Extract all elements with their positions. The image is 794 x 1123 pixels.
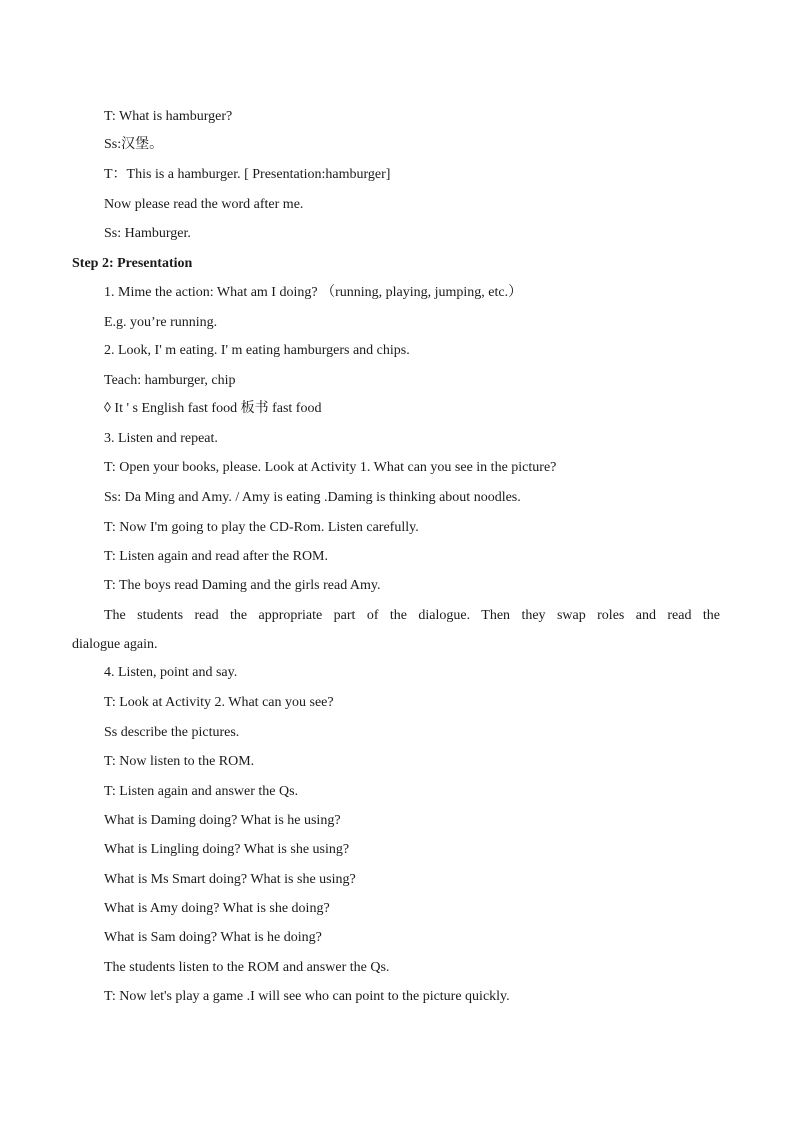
dialogue-line: T: Now listen to the ROM. <box>104 754 255 769</box>
question-line: What is Ms Smart doing? What is she using? <box>104 872 356 887</box>
numbered-step: 2. Look, I' m eating. I' m eating hamburgers and chips. <box>104 343 410 358</box>
section-heading: Step 2: Presentation <box>72 256 193 271</box>
numbered-step: 3. Listen and repeat. <box>104 431 218 446</box>
dialogue-line: T: Now I'm going to play the CD-Rom. Listen carefully. <box>104 520 419 535</box>
bullet-line: ◊ It ' s English fast food 板书 fast food <box>104 401 322 416</box>
numbered-step: 1. Mime the action: What am I doing? （running, playing, jumping, etc.） <box>104 285 523 300</box>
dialogue-line: T: The boys read Daming and the girls read Amy. <box>104 578 381 593</box>
dialogue-line: T: Open your books, please. Look at Activity 1. What can you see in the picture? <box>104 460 557 475</box>
paragraph-line: The students read the appropriate part of the dialogue. Then they swap roles and read the <box>104 608 720 623</box>
dialogue-line: T: Listen again and read after the ROM. <box>104 549 328 564</box>
question-line: What is Amy doing? What is she doing? <box>104 901 330 916</box>
dialogue-line: T: Listen again and answer the Qs. <box>104 784 299 799</box>
example-line: E.g. you’re running. <box>104 315 218 330</box>
question-line: What is Daming doing? What is he using? <box>104 813 341 828</box>
dialogue-line: T: Look at Activity 2. What can you see? <box>104 695 334 710</box>
instruction-line: The students listen to the ROM and answer the Qs. <box>104 960 390 975</box>
teach-line: Teach: hamburger, chip <box>104 373 236 388</box>
dialogue-line: Ss:汉堡。 <box>104 137 164 152</box>
instruction-line: Now please read the word after me. <box>104 197 304 212</box>
dialogue-line: T: Now let's play a game .I will see who can point to the picture quickly. <box>104 989 510 1004</box>
dialogue-line: T：This is a hamburger. [ Presentation:hamburger] <box>104 167 391 182</box>
question-line: What is Sam doing? What is he doing? <box>104 930 322 945</box>
dialogue-line: T: What is hamburger? <box>104 109 233 124</box>
instruction-line: Ss describe the pictures. <box>104 725 240 740</box>
paragraph-line: dialogue again. <box>72 637 158 652</box>
dialogue-line: Ss: Da Ming and Amy. / Amy is eating .Daming is thinking about noodles. <box>104 490 521 505</box>
dialogue-line: Ss: Hamburger. <box>104 226 191 241</box>
question-line: What is Lingling doing? What is she using? <box>104 842 350 857</box>
numbered-step: 4. Listen, point and say. <box>104 665 238 680</box>
